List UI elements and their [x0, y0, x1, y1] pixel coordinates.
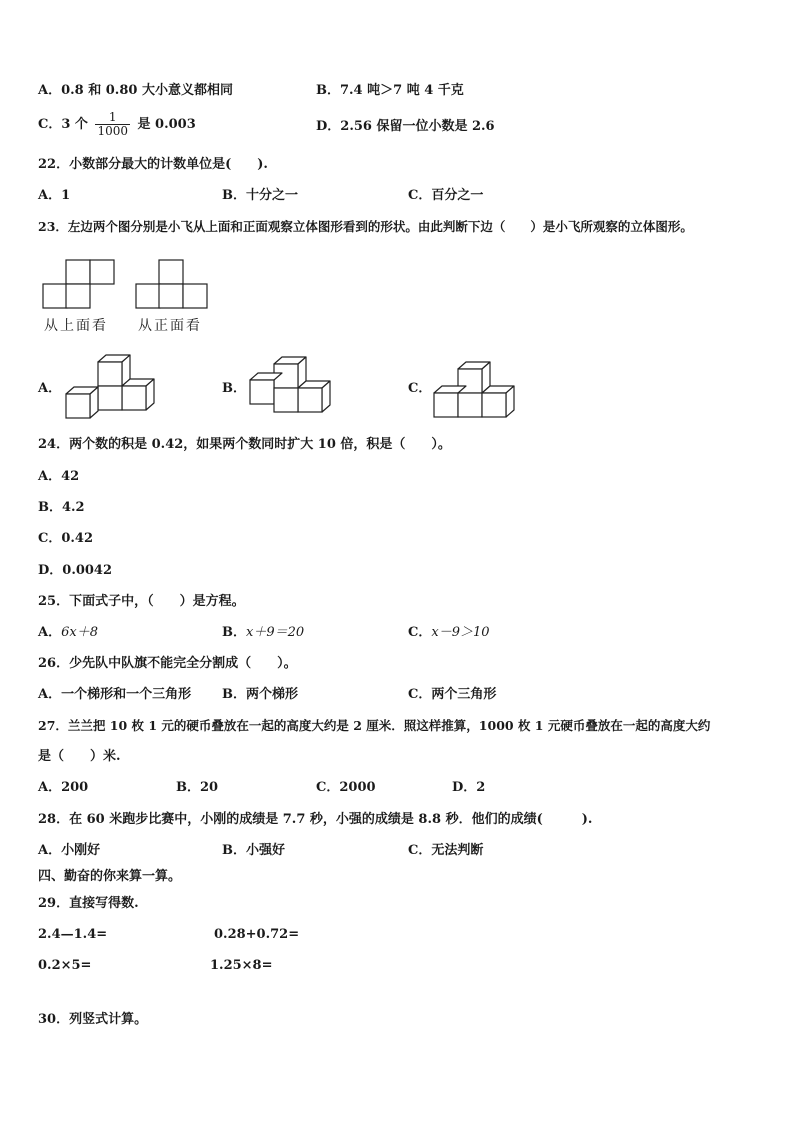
q27-stem-line1: 27．兰兰把 10 枚 1 元的硬币叠放在一起的高度大约是 2 厘米．照这样推算，1000 枚 1 元硬币叠放在一起的高度大约: [38, 718, 711, 733]
front-view-square: [136, 284, 160, 308]
solid-figure-c: [432, 355, 532, 425]
front-view-square: [159, 284, 183, 308]
top-view-label: 从上面看: [44, 318, 108, 334]
q28-option-a[interactable]: A．小刚好: [38, 843, 101, 858]
q29-expression: 2.4—1.4=: [38, 927, 108, 942]
q24-option-c[interactable]: C．0.42: [38, 531, 94, 546]
q24-option-d[interactable]: D．0.0042: [38, 563, 113, 578]
q22-option-c[interactable]: C．百分之一: [408, 188, 484, 203]
q25-option-b[interactable]: [222, 624, 304, 642]
q28-option-b[interactable]: B．小强好: [222, 843, 285, 858]
q25-stem: 25．下面式子中，（ ）是方程。: [38, 594, 245, 609]
q25-option-c-label: C．: [408, 625, 432, 640]
q22-option-a[interactable]: A．1: [38, 188, 71, 203]
q22-option-b[interactable]: B．十分之一: [222, 188, 298, 203]
section-four-title: 四、勤奋的你来算一算。: [38, 869, 182, 884]
q29-expression: 0.2×5=: [38, 958, 92, 973]
q23-option-c[interactable]: C．: [408, 381, 432, 396]
q29-stem: 29．直接写得数.: [38, 896, 139, 911]
q23-stem: 23．左边两个图分别是小飞从上面和正面观察立体图形看到的形状。由此判断下边（ ）是小飞所观察的立体图形。: [38, 219, 693, 234]
q26-option-a[interactable]: A．一个梯形和一个三角形: [38, 687, 192, 702]
q21-option-d[interactable]: D．2.56 保留一位小数是 2.6: [316, 119, 495, 134]
front-view-square: [159, 260, 183, 284]
front-view-figure: [135, 259, 215, 315]
q24-option-b[interactable]: B．4.2: [38, 500, 85, 515]
q23-option-a[interactable]: A．: [38, 381, 62, 396]
q21-option-c[interactable]: [38, 110, 196, 140]
q21-option-b[interactable]: B．7.4 吨＞7 吨 4 千克: [316, 83, 464, 98]
q27-option-c[interactable]: C．2000: [316, 780, 376, 795]
q29-expression: 1.25×8=: [210, 958, 273, 973]
q29-expression: 0.28+0.72=: [214, 927, 300, 942]
q27-stem-line2: 是（ ）米.: [38, 749, 121, 764]
q27-option-d[interactable]: D．2: [452, 780, 486, 795]
top-view-square: [66, 284, 90, 308]
q25-option-c-expr: x－9＞10: [431, 625, 490, 640]
q30-stem: 30．列竖式计算。: [38, 1012, 148, 1027]
q25-option-c[interactable]: [408, 624, 490, 642]
q23-option-b[interactable]: B．: [222, 381, 246, 396]
fraction-denominator: 1000: [97, 124, 128, 138]
fraction: [95, 111, 130, 138]
top-view-figure: [42, 259, 122, 315]
q27-option-a[interactable]: A．200: [38, 780, 89, 795]
q28-stem: 28．在 60 米跑步比赛中，小刚的成绩是 7.7 秒，小强的成绩是 8.8 秒．他们的成绩( ).: [38, 812, 593, 827]
q21-option-c-prefix: C．3 个: [38, 117, 88, 132]
front-view-square: [183, 284, 207, 308]
q25-option-a[interactable]: [38, 624, 98, 642]
q25-option-a-label: A．: [38, 625, 62, 640]
top-view-square: [43, 284, 67, 308]
q25-option-b-label: B．: [222, 625, 246, 640]
q22-stem: 22．小数部分最大的计数单位是( ).: [38, 157, 268, 172]
q26-option-b[interactable]: B．两个梯形: [222, 687, 298, 702]
front-view-label: 从正面看: [138, 318, 202, 334]
top-view-square: [90, 260, 114, 284]
q21-option-a[interactable]: A．0.8 和 0.80 大小意义都相同: [38, 83, 233, 98]
q24-option-a[interactable]: A．42: [38, 469, 80, 484]
q21-option-c-suffix: 是 0.003: [137, 117, 196, 132]
q25-option-a-expr: 6x＋8: [61, 625, 98, 640]
q26-option-c[interactable]: C．两个三角形: [408, 687, 497, 702]
top-view-square: [66, 260, 90, 284]
q25-option-b-expr: x＋9＝20: [246, 625, 305, 640]
q26-stem: 26．少先队中队旗不能完全分割成（ ）。: [38, 656, 297, 671]
fraction-numerator: 1: [95, 111, 130, 125]
q27-option-b[interactable]: B．20: [176, 780, 219, 795]
q28-option-c[interactable]: C．无法判断: [408, 843, 484, 858]
q24-stem: 24．两个数的积是 0.42，如果两个数同时扩大 10 倍，积是（ ）。: [38, 437, 451, 452]
solid-figure-a: [64, 352, 164, 422]
solid-figure-b: [248, 352, 348, 422]
